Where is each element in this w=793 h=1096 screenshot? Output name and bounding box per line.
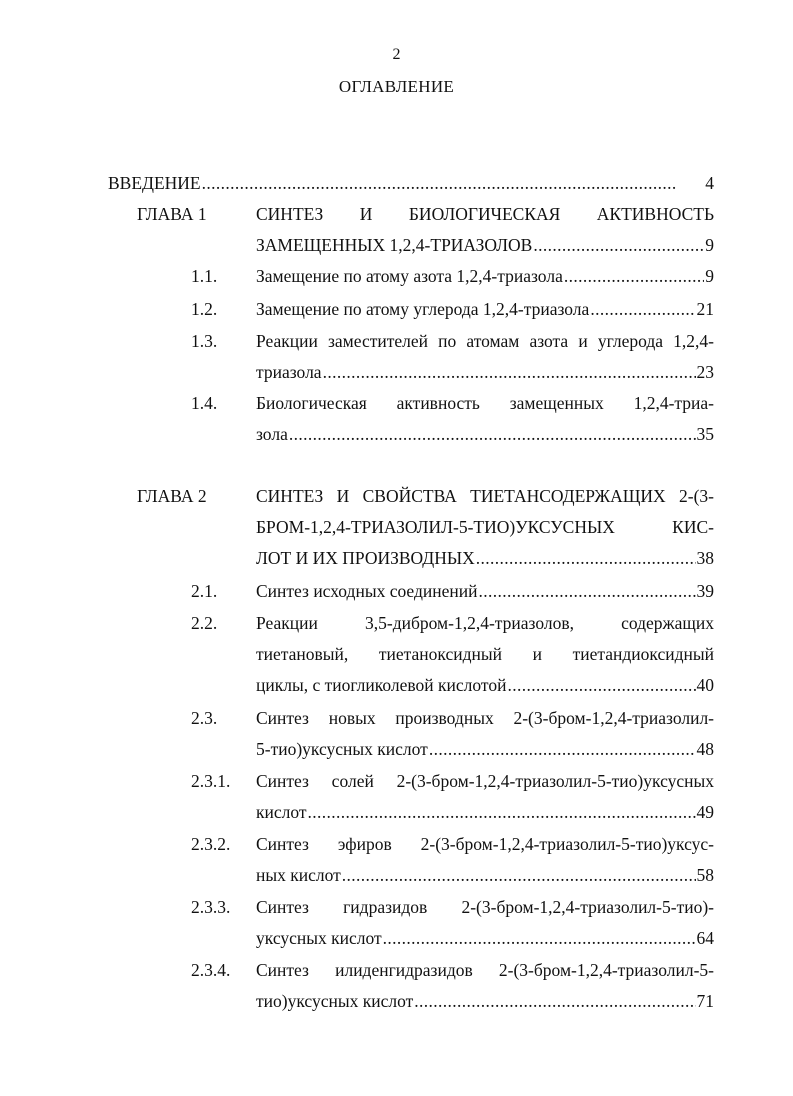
page-title: ОГЛАВЛЕНИЕ: [338, 77, 455, 96]
chapter-label: ГЛАВА 2: [137, 486, 207, 506]
leader-dots: [342, 862, 696, 889]
chapter-title-line: СИНТЕЗ И БИОЛОГИЧЕСКАЯ АКТИВНОСТЬ: [256, 204, 714, 224]
section-number: 2.3.4.: [191, 960, 231, 980]
chapter-label: ГЛАВА 1: [137, 204, 207, 224]
section-number: 2.3.3.: [191, 897, 231, 917]
toc-entry-page: 40: [696, 675, 714, 695]
leader-dots: [478, 578, 695, 605]
leader-dots: [429, 736, 696, 763]
leader-dots: [507, 672, 695, 699]
leader-dots: [323, 359, 696, 386]
section-title: циклы, с тиогликолевой кислотой: [256, 675, 507, 695]
toc-entry-page: 38: [696, 548, 714, 568]
section-title: Синтез солей 2-(3-бром-1,2,4-триазолил-5-тио)уксусных: [256, 771, 714, 791]
chapter-title-line: ЗАМЕЩЕННЫХ 1,2,4-ТРИАЗОЛОВ: [256, 235, 533, 255]
leader-dots: [564, 263, 704, 290]
toc-entry-title: ВВЕДЕНИЕ: [108, 173, 201, 193]
leader-dots: [533, 232, 704, 259]
section-title: Синтез илиденгидразидов 2-(3-бром-1,2,4-триазолил-5-: [256, 960, 714, 980]
chapter-title-line: БРОМ-1,2,4-ТРИАЗОЛИЛ-5-ТИО)УКСУСНЫХ КИС-: [256, 517, 714, 537]
toc-entry-page: 49: [696, 802, 714, 822]
section-number: 2.3.2.: [191, 834, 231, 854]
section-title: Синтез гидразидов 2-(3-бром-1,2,4-триазолил-5-тио)-: [256, 897, 714, 917]
section-title: Синтез исходных соединений: [256, 581, 478, 601]
section-title: тиетановый, тиетаноксидный и тиетандиоксидный: [256, 644, 714, 664]
section-number: 1.1.: [191, 266, 218, 286]
toc-entry-page: 9: [705, 266, 714, 286]
leader-dots: [414, 988, 695, 1015]
section-number: 2.3.: [191, 708, 218, 728]
section-number: 2.3.1.: [191, 771, 231, 791]
section-number: 1.4.: [191, 393, 218, 413]
toc-entry-page: 39: [696, 581, 714, 601]
section-title: кислот: [256, 802, 307, 822]
section-title: Замещение по атому углерода 1,2,4-триазола: [256, 299, 590, 319]
section-number: 1.2.: [191, 299, 218, 319]
section-title: Реакции заместителей по атомам азота и углерода 1,2,4-: [256, 331, 714, 351]
leader-dots: [476, 545, 696, 572]
toc-entry-page: 23: [696, 362, 714, 382]
leader-dots: [383, 925, 696, 952]
chapter-title-line: ЛОТ И ИХ ПРОИЗВОДНЫХ: [256, 548, 475, 568]
leader-dots: [202, 170, 705, 197]
page-number: 2: [392, 46, 401, 63]
section-title: тио)уксусных кислот: [256, 991, 414, 1011]
toc-entry-page: 48: [696, 739, 714, 759]
toc-entry-page: 58: [696, 865, 714, 885]
leader-dots: [289, 421, 696, 448]
section-title: Реакции 3,5-дибром-1,2,4-триазолов, содержащих: [256, 613, 714, 633]
toc-entry-page: 35: [696, 424, 714, 444]
toc-entry-page: 21: [696, 299, 714, 319]
section-title: Биологическая активность замещенных 1,2,4-триа-: [256, 393, 714, 413]
toc-entry-page: 64: [696, 928, 714, 948]
section-number: 2.1.: [191, 581, 218, 601]
chapter-title-line: СИНТЕЗ И СВОЙСТВА ТИЕТАНСОДЕРЖАЩИХ 2-(3-: [256, 486, 714, 506]
section-title: 5-тио)уксусных кислот: [256, 739, 428, 759]
section-title: ных кислот: [256, 865, 341, 885]
toc-entry-page: 9: [705, 235, 714, 255]
section-number: 1.3.: [191, 331, 218, 351]
leader-dots: [590, 296, 695, 323]
leader-dots: [308, 799, 696, 826]
section-title: Замещение по атому азота 1,2,4-триазола: [256, 266, 563, 286]
section-title: триазола: [256, 362, 322, 382]
section-number: 2.2.: [191, 613, 218, 633]
toc-entry-page: 4: [705, 173, 714, 193]
section-title: уксусных кислот: [256, 928, 382, 948]
section-title: Синтез эфиров 2-(3-бром-1,2,4-триазолил-5-тио)уксус-: [256, 834, 714, 854]
section-title: Синтез новых производных 2-(3-бром-1,2,4-триазолил-: [256, 708, 714, 728]
toc-entry-page: 71: [696, 991, 714, 1011]
section-title: зола: [256, 424, 288, 444]
